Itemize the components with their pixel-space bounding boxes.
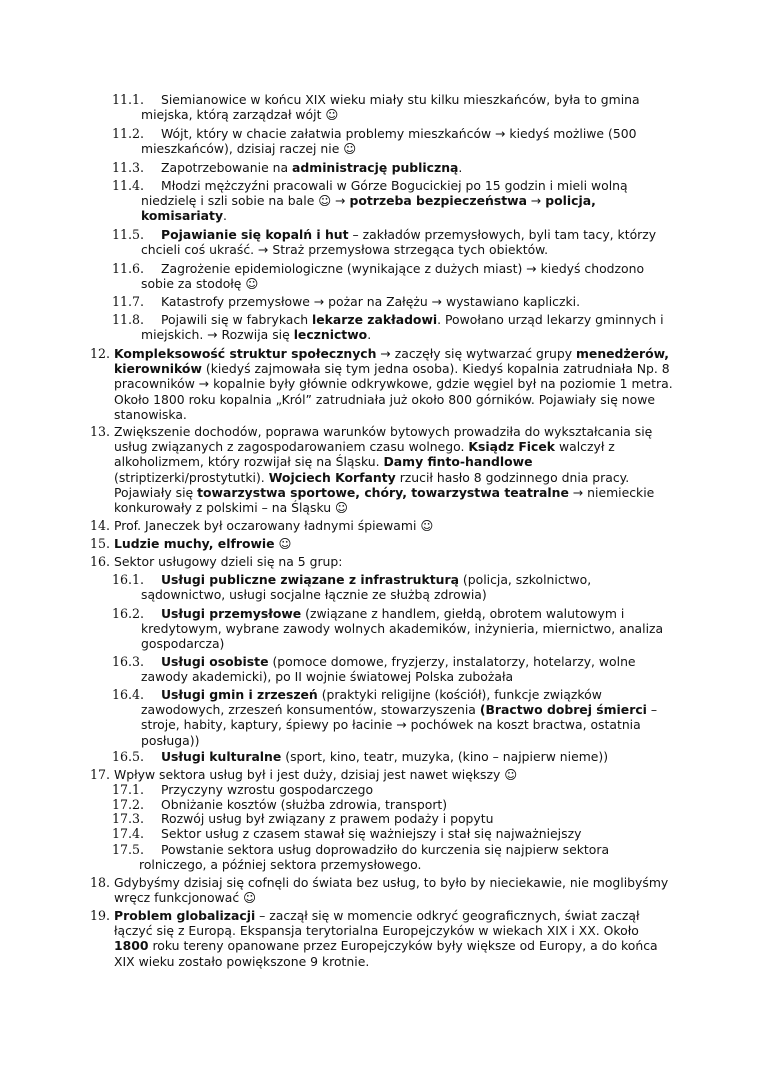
item-text: Prof. Janeczek był oczarowany ładnymi śpiewami ☺ xyxy=(114,518,434,533)
item-number: 16. xyxy=(90,554,111,569)
item-text: Usługi osobiste (pomoce domowe, fryzjerzy, instalatorzy, hotelarzy, wolne zawody akademicki), po II wojnie światowej Polska zubożała xyxy=(141,654,636,685)
item-number: 11.2. xyxy=(112,126,145,141)
item-number: 11.3. xyxy=(112,160,145,175)
item-number: 17.4. xyxy=(112,826,145,841)
item-number: 17. xyxy=(90,767,111,782)
item-text: Usługi przemysłowe (związane z handlem, giełdą, obrotem walutowym i kredytowym, wybrane zawody wolnych akademików, inżynieria, miernictwo, analiza gospodarcza) xyxy=(141,606,664,652)
item-text: Problem globalizacji – zaczął się w momencie odkryć geograficznych, świat zaczął łączyć się z Europą. Ekspansja terytorialna Europejczyków w wiekach XIX i XX. Około 1800 roku tereny opanowane przez Europejczyków były większe od Europy, a do końca XIX wieku zostało powiększone 9 krotnie. xyxy=(114,908,658,969)
item-text: Usługi gmin i zrzeszeń (praktyki religijne (kościół), funkcje związków zawodowych, zrzeszeń konsumentów, stowarzyszenia (Bractwo dobrej śmierci – stroje, habity, kaptury, śpiewy po łacinie → pochówek na koszt bractwa, ostatnia posługa)) xyxy=(141,687,658,748)
item-text: Przyczyny wzrostu gospodarczego xyxy=(161,782,374,797)
item-text: Zwiększenie dochodów, poprawa warunków bytowych prowadziła do wykształcania się usług związanych z zagospodarowaniem czasu wolnego. Ksiądz Ficek walczył z alkoholizmem, który rozwijał się na Śląsku. Damy finto-handlowe (striptizerki/prostytutki). Wojciech Korfanty rzucił hasło 8 godzinnego dnia pracy. Pojawiały się towarzystwa sportowe, chóry, towarzystwa teatralne → niemieckie konkurowały z polskimi – na Śląsku ☺ xyxy=(114,424,655,516)
item-text: Pojawianie się kopalń i hut – zakładów przemysłowych, byli tam tacy, którzy chcieli coś ukraść. → Straż przemysłowa strzegąca tych obiektów. xyxy=(141,227,657,258)
item-number: 15. xyxy=(90,536,111,551)
item-number: 16.5. xyxy=(112,749,145,764)
item-number: 16.2. xyxy=(112,606,145,621)
item-number: 11.8. xyxy=(112,312,145,327)
item-text: Zapotrzebowanie na administrację publiczną. xyxy=(161,160,463,175)
item-text: Młodzi mężczyźni pracowali w Górze Bogucickiej po 15 godzin i mieli wolną niedzielę i szli sobie na bale ☺ → potrzeba bezpieczeństwa → policja, komisariaty. xyxy=(141,178,628,224)
item-text: Sektor usługowy dzieli się na 5 grup: xyxy=(114,554,343,569)
item-number: 11.5. xyxy=(112,227,145,242)
item-text: Zagrożenie epidemiologiczne (wynikające z dużych miast) → kiedyś chodzono sobie za stodołę ☺ xyxy=(141,261,645,292)
item-text: Usługi kulturalne (sport, kino, teatr, muzyka, (kino – najpierw nieme)) xyxy=(161,749,609,764)
item-number: 17.2. xyxy=(112,797,145,812)
item-text: Powstanie sektora usług doprowadziło do kurczenia się najpierw sektora rolniczego, a później sektora przemysłowego. xyxy=(139,842,610,873)
item-number: 13. xyxy=(90,424,111,439)
item-text: Sektor usług z czasem stawał się ważniejszy i stał się najważniejszy xyxy=(161,826,582,841)
item-text: Obniżanie kosztów (służba zdrowia, transport) xyxy=(161,797,448,812)
item-text: Kompleksowość struktur społecznych → zaczęły się wytwarzać grupy menedżerów, kierowników (kiedyś zajmowała się tym jedna osoba). Kiedyś kopalnia zatrudniała Np. 8 pracowników → kopalnie były głównie odkrywkowe, gdzie węgiel był na poziomie 1 metra. Około 1800 roku kopalnia „Król” zatrudniała już około 800 górników. Pojawiały się nowe stanowiska. xyxy=(114,346,673,422)
item-number: 17.1. xyxy=(112,782,145,797)
item-number: 18. xyxy=(90,875,111,890)
item-number: 12. xyxy=(90,346,111,361)
item-text: Siemianowice w końcu XIX wieku miały stu kilku mieszkańców, była to gmina miejska, którą zarządzał wójt ☺ xyxy=(141,92,640,123)
item-text: Rozwój usług był związany z prawem podaży i popytu xyxy=(161,811,494,826)
item-number: 16.3. xyxy=(112,654,145,669)
item-text: Katastrofy przemysłowe → pożar na Załężu → wystawiano kapliczki. xyxy=(161,294,581,309)
item-number: 19. xyxy=(90,908,111,923)
item-number: 11.1. xyxy=(112,92,145,107)
item-number: 11.4. xyxy=(112,178,145,193)
item-number: 11.7. xyxy=(112,294,145,309)
item-number: 17.5. xyxy=(112,842,145,857)
item-text: Wpływ sektora usług był i jest duży, dzisiaj jest nawet większy ☺ xyxy=(114,767,518,782)
item-number: 16.4. xyxy=(112,687,145,702)
item-text: Wójt, który w chacie załatwia problemy mieszkańców → kiedyś możliwe (500 mieszkańców), dzisiaj raczej nie ☺ xyxy=(141,126,637,157)
item-text: Ludzie muchy, elfrowie ☺ xyxy=(114,536,292,551)
item-text: Usługi publiczne związane z infrastrukturą (policja, szkolnictwo, sądownictwo, usługi socjalne łącznie ze służbą zdrowia) xyxy=(141,572,592,603)
item-number: 11.6. xyxy=(112,261,145,276)
item-number: 14. xyxy=(90,518,111,533)
item-number: 16.1. xyxy=(112,572,145,587)
item-text: Gdybyśmy dzisiaj się cofnęli do świata bez usług, to było by nieciekawie, nie moglibyśmy wręcz funkcjonować ☺ xyxy=(114,875,669,906)
item-text: Pojawili się w fabrykach lekarze zakładowi. Powołano urząd lekarzy gminnych i miejskich. → Rozwija się lecznictwo. xyxy=(141,312,664,343)
item-number: 17.3. xyxy=(112,811,145,826)
